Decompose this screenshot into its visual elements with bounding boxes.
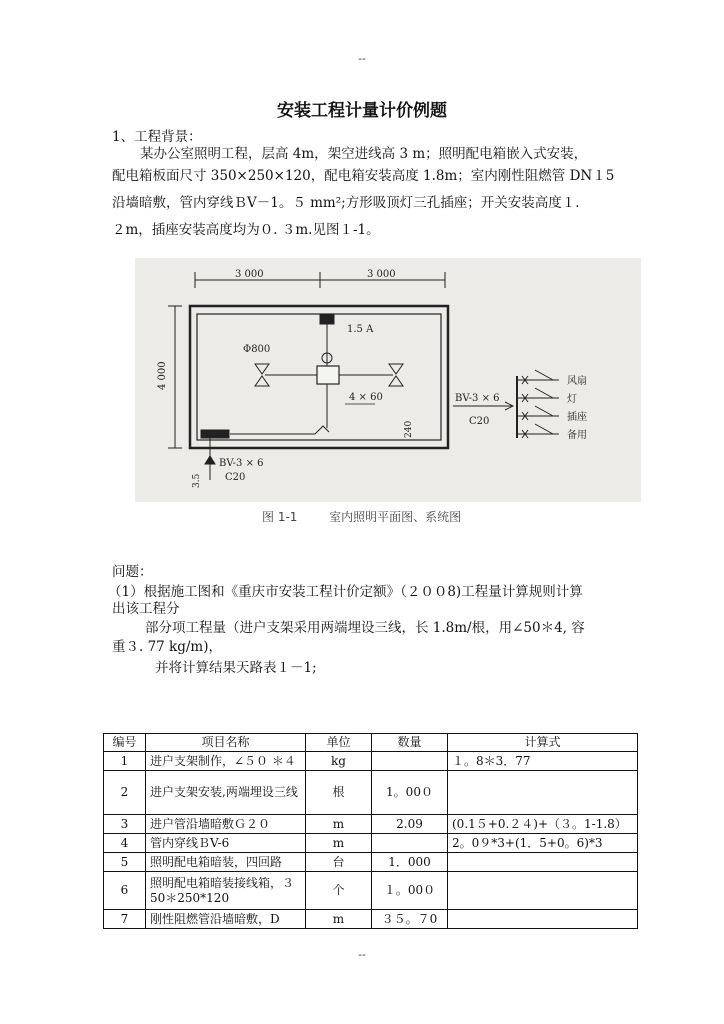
dim-left-span: 3 000 bbox=[235, 269, 264, 280]
dim-3-5: 3.5 bbox=[192, 473, 202, 488]
dim-height: 4 000 bbox=[157, 361, 168, 390]
cell-no: 4 bbox=[104, 834, 146, 853]
cell-qty bbox=[372, 834, 448, 853]
figure-caption bbox=[262, 508, 461, 525]
table-row bbox=[104, 872, 638, 910]
table-row bbox=[104, 815, 638, 834]
table-row bbox=[104, 752, 638, 771]
cell-formula: 2。0９*3+(1．5+0。6)*3 bbox=[448, 834, 638, 853]
junction-box-icon bbox=[317, 366, 339, 384]
question-line-2: 出该工程分 bbox=[112, 601, 180, 617]
header-formula: 计算式 bbox=[448, 734, 638, 752]
cell-name: 刚性阻燃管沿墙暗敷，D bbox=[146, 910, 306, 929]
feed-conduit: C20 bbox=[225, 472, 246, 483]
quantity-table bbox=[103, 733, 638, 929]
cell-formula bbox=[448, 872, 638, 910]
question-line-4: 重３. 77 kg/m)， bbox=[112, 639, 222, 655]
cell-qty: 1．000 bbox=[372, 853, 448, 872]
background-line-3: 沿墙暗敷，管内穿线ＢV－1。５ mm²;方形吸顶灯三孔插座；开关安装高度１. bbox=[112, 195, 580, 211]
header-name: 项目名称 bbox=[146, 734, 306, 752]
cell-unit: m bbox=[306, 834, 372, 853]
background-line-1: 某办公室照明工程，层高 4m，架空进线高 3 m；照明配电箱嵌入式安装， bbox=[140, 146, 588, 162]
lamp-rating: 1.5 A bbox=[347, 324, 374, 335]
cell-unit: 台 bbox=[306, 853, 372, 872]
cell-name: 进户支架安装,两端埋设三线 bbox=[146, 771, 306, 815]
cell-qty: 1。00０ bbox=[372, 771, 448, 815]
main-feed-label: BV-3 × 6 bbox=[455, 393, 500, 404]
cell-qty bbox=[372, 752, 448, 771]
footer-mark: -- bbox=[358, 948, 366, 961]
cell-qty: １。00０ bbox=[372, 872, 448, 910]
cell-no: 2 bbox=[104, 771, 146, 815]
distribution-box-icon bbox=[201, 430, 229, 438]
cell-no: 3 bbox=[104, 815, 146, 834]
cell-formula bbox=[448, 853, 638, 872]
header-mark: -- bbox=[358, 52, 366, 65]
question-line-5: 并将计算结果天路表１－1; bbox=[155, 660, 317, 676]
table-row bbox=[104, 853, 638, 872]
dim-240: 240 bbox=[404, 420, 414, 438]
cell-qty: 2.09 bbox=[372, 815, 448, 834]
cell-formula: (0.1５+0.２４)+（３。1-1.8） bbox=[448, 815, 638, 834]
header-qty: 数量 bbox=[372, 734, 448, 752]
section-heading-question: 问题： bbox=[112, 564, 153, 580]
table-header-row bbox=[104, 734, 638, 752]
background-line-2: 配电箱板面尺寸 350×250×120，配电箱安装高度 1.8m；室内刚性阻燃管 DN１5 bbox=[112, 168, 615, 184]
cell-formula bbox=[448, 910, 638, 929]
figure-caption-number: 图 1-1 bbox=[262, 510, 298, 524]
cell-name: 照明配电箱暗装，四回路 bbox=[146, 853, 306, 872]
question-line-1: （1）根据施工图和《重庆市安装工程计价定额》（２００8)工程量计算规则计算 bbox=[108, 584, 583, 600]
cell-no: 6 bbox=[104, 872, 146, 910]
header-no: 编号 bbox=[104, 734, 146, 752]
cell-formula: １。8＊3．77 bbox=[448, 752, 638, 771]
cell-unit: 根 bbox=[306, 771, 372, 815]
table-row bbox=[104, 910, 638, 929]
background-line-4: ２m，插座安装高度均为０. ３m.见图１-1。 bbox=[112, 222, 380, 238]
cell-no: 7 bbox=[104, 910, 146, 929]
main-feed-conduit: C20 bbox=[469, 416, 490, 427]
cell-unit: m bbox=[306, 910, 372, 929]
document-title: 安装工程计量计价例题 bbox=[277, 101, 447, 121]
table-row bbox=[104, 771, 638, 815]
cell-no: 1 bbox=[104, 752, 146, 771]
fan-label: Φ800 bbox=[243, 344, 271, 355]
dim-right-span: 3 000 bbox=[367, 269, 396, 280]
cell-name: 进户支架制作，∠５０ ＊４ bbox=[146, 752, 306, 771]
cell-name: 进户管沿墙暗敷Ｇ２０ bbox=[146, 815, 306, 834]
circuit-label-light: 灯 bbox=[567, 394, 577, 405]
circuit-label-socket: 插座 bbox=[567, 412, 587, 423]
cell-no: 5 bbox=[104, 853, 146, 872]
table-row bbox=[104, 834, 638, 853]
floor-plan-figure bbox=[135, 258, 641, 502]
cell-qty: ３５。７0 bbox=[372, 910, 448, 929]
figure-caption-text: 室内照明平面图、系统图 bbox=[329, 510, 462, 524]
circuit-label-fan: 风扇 bbox=[567, 376, 587, 387]
cell-formula bbox=[448, 771, 638, 815]
section-heading-background: 1、工程背景： bbox=[112, 129, 202, 145]
light-label: 4 × 60 bbox=[349, 392, 383, 403]
circuit-branches bbox=[517, 370, 559, 438]
circuit-label-spare: 备用 bbox=[567, 430, 587, 441]
header-unit: 单位 bbox=[306, 734, 372, 752]
cell-name: 管内穿线ＢV-6 bbox=[146, 834, 306, 853]
cell-name: 照明配电箱暗装接线箱，３50＊250*120 bbox=[146, 872, 306, 910]
question-line-3: 部分项工程量（进户支架采用两端埋设三线，长 1.8m/根，用∠50＊4, 容 bbox=[145, 620, 585, 636]
feed-label: BV-3 × 6 bbox=[219, 458, 264, 469]
wall-lamp-icon bbox=[320, 314, 334, 324]
cell-unit: m bbox=[306, 815, 372, 834]
cell-unit: kg bbox=[306, 752, 372, 771]
cell-unit: 个 bbox=[306, 872, 372, 910]
